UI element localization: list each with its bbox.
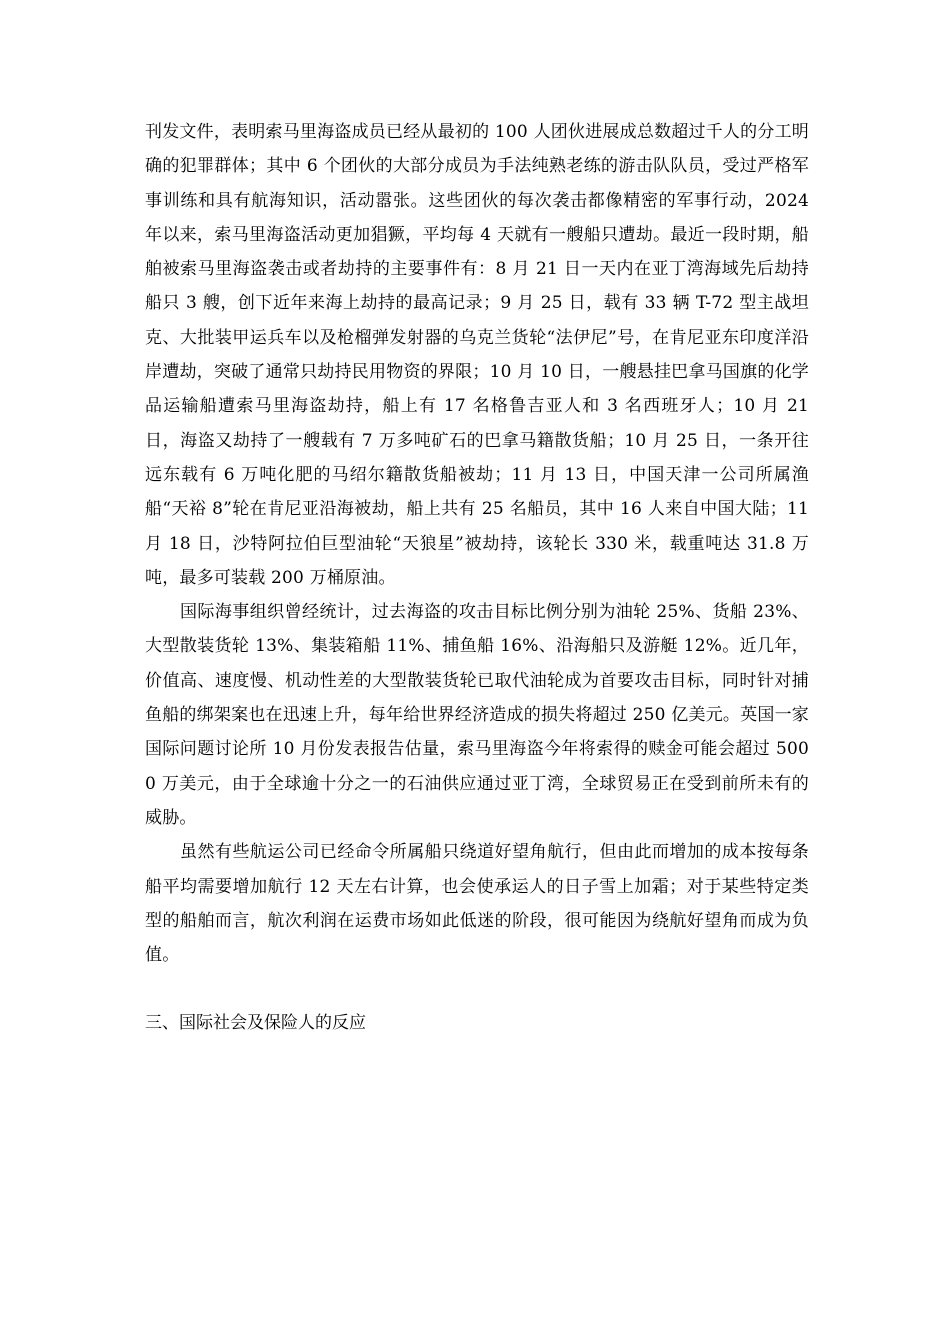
- body-paragraph-cape-route: 虽然有些航运公司已经命令所属船只绕道好望角航行，但由此而增加的成本按每条船平均需要增加航行 12 天左右计算，也会使承运人的日子雪上加霜；对于某些特定类型的船舶而言，航次利润在运费市场如此低迷的阶段，很可能因为绕航好望角而成为负值。: [145, 842, 809, 966]
- body-paragraph-piracy-events: 刊发文件，表明索马里海盗成员已经从最初的 100 人团伙进展成总数超过千人的分工明确的犯罪群体；其中 6 个团伙的大部分成员为手法纯熟老练的游击队队员，受过严格军事训练和具有航海知识，活动嚣张。这些团伙的每次袭击都像精密的军事行动，2024 年以来，索马里海盗活动更加猖獗，平均每 4 天就有一艘船只遭劫。最近一段时期，船舶被索马里海盗袭击或者劫持的主要事件有：8 月 21 日一天内在亚丁湾海域先后劫持船只 3 艘，创下近年来海上劫持的最高记录；9 月 25 日，载有 33 辆 T-72 型主战坦克、大批装甲运兵车以及枪榴弹发射器的乌克兰货轮“法伊尼”号，在肯尼亚东印度洋沿岸遭劫，突破了通常只劫持民用物资的界限；10 月 10 日，一艘悬挂巴拿马国旗的化学品运输船遭索马里海盗劫持，船上有 17 名格鲁吉亚人和 3 名西班牙人；10 月 21 日，海盗又劫持了一艘载有 7 万多吨矿石的巴拿马籍散货船；10 月 25 日，一条开往远东载有 6 万吨化肥的马绍尔籍散货船被劫；11 月 13 日，中国天津一公司所属渔船“天裕 8”轮在肯尼亚沿海被劫，船上共有 25 名船员，其中 16 人来自中国大陆；11 月 18 日，沙特阿拉伯巨型油轮“天狼星”被劫持，该轮长 330 米，载重吨达 31.8 万吨，最多可装载 200 万桶原油。: [145, 122, 809, 588]
- body-paragraph-attack-statistics: 国际海事组织曾经统计，过去海盗的攻击目标比例分别为油轮 25%、货船 23%、大型散装货轮 13%、集装箱船 11%、捕鱼船 16%、沿海船只及游艇 12%。近几年，价值高、速度慢、机动性差的大型散装货轮已取代油轮成为首要攻击目标，同时针对捕鱼船的绑架案也在迅速上升，每年给世界经济造成的损失将超过 250 亿美元。英国一家国际问题讨论所 10 月份发表报告估量，索马里海盗今年将索得的赎金可能会超过 5000 万美元，由于全球逾十分之一的石油供应通过亚丁湾，全球贸易正在受到前所未有的威胁。: [145, 602, 809, 828]
- document-page: [145, 115, 809, 1040]
- section-heading: 三、国际社会及保险人的反应: [145, 1013, 366, 1034]
